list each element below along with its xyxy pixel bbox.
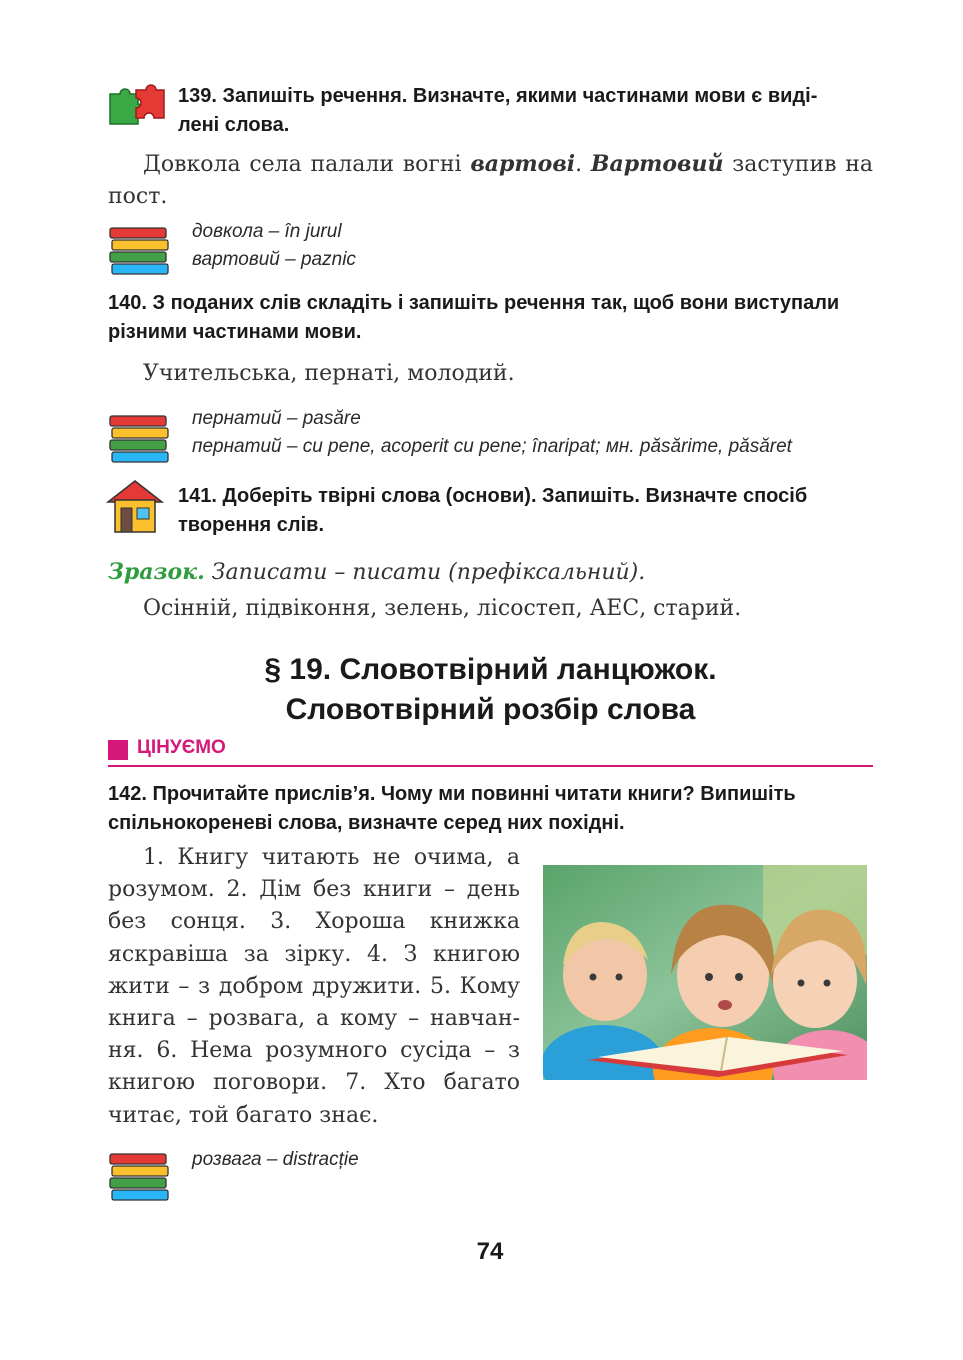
task139-instruction-line2: лені слова. [178,114,290,136]
section-label-marker [108,740,128,760]
sample-label: Зразок. [108,559,205,585]
sample-text: Записати – писати (префіксальний). [204,560,646,585]
task139-instruction-line1: Запишіть речення. Визначте, якими частинами мови є виді- [222,85,818,107]
task140-instruction-line2: різними частинами мови. [108,321,362,343]
books-icon [108,1152,170,1204]
puzzle-icon [106,84,168,128]
vocab-pernatyi-2: пернатий – cu pene, acoperit cu pene; înaripat; мн. păsărime, păsăret [192,436,792,457]
vocab-pernatyi-1: пернатий – pasăre [192,408,361,429]
section-title-line1: § 19. Словотвірний ланцюжок. [264,653,717,686]
bold-word-vartovi: вартові [470,151,576,177]
bold-word-vartovyi: Вартовий [590,151,724,177]
page-number: 74 [476,1238,504,1265]
task141-body: Осінній, підвіконня, зелень, лісостеп, АЕС, старий. [143,596,742,621]
task141-number: 141. [178,485,217,507]
task139-number: 139. [178,85,217,107]
task142-instruction-line2: спільнокореневі слова, визначте серед них похідні. [108,812,625,834]
task140-body: Учительська, пернаті, молодий. [143,361,515,386]
vocab-dovkola: довкола – în jurul [192,221,342,242]
children-reading-photo [543,865,867,1080]
section-label: ЦІНУЄМО [137,737,226,758]
task141-instruction-line2: творення слів. [178,514,325,536]
house-icon [106,478,164,534]
section-divider [108,765,873,767]
task142-proverbs: 1. Книгу читають не очима, а розумом. 2. Дім без книги – день без сонця. 3. Хороша книжка яскравіша за зірку. 4. З книгою жити – з добром дружити. 5. Кому книга – розвага, а кому – навчання. 6. Нема розумного сусіда – з книгою поговори. 7. Хто багато читає, той багато знає. [108,845,520,1128]
task140-instruction-line1: 140. З поданих слів складіть і запишіть речення так, щоб вони виступали [108,292,840,314]
task141-instruction-line1: Доберіть твірні слова (основи). Запишіть. Визначте спосіб [222,485,808,507]
task142-instruction-line1: 142. Прочитайте прислів’я. Чому ми повинні читати книги? Випишіть [108,783,796,805]
books-icon [108,226,170,278]
vocab-rozvaga: розвага – distracție [192,1149,359,1170]
task139-body: Довкола села палали вогні вартові. Вартовий заступив на пост. [108,151,873,209]
task141-sample [108,556,873,589]
vocab-vartovyi: вартовий – paznic [192,249,356,270]
books-icon [108,414,170,466]
section-title-line2: Словотвірний розбір слова [285,693,696,726]
